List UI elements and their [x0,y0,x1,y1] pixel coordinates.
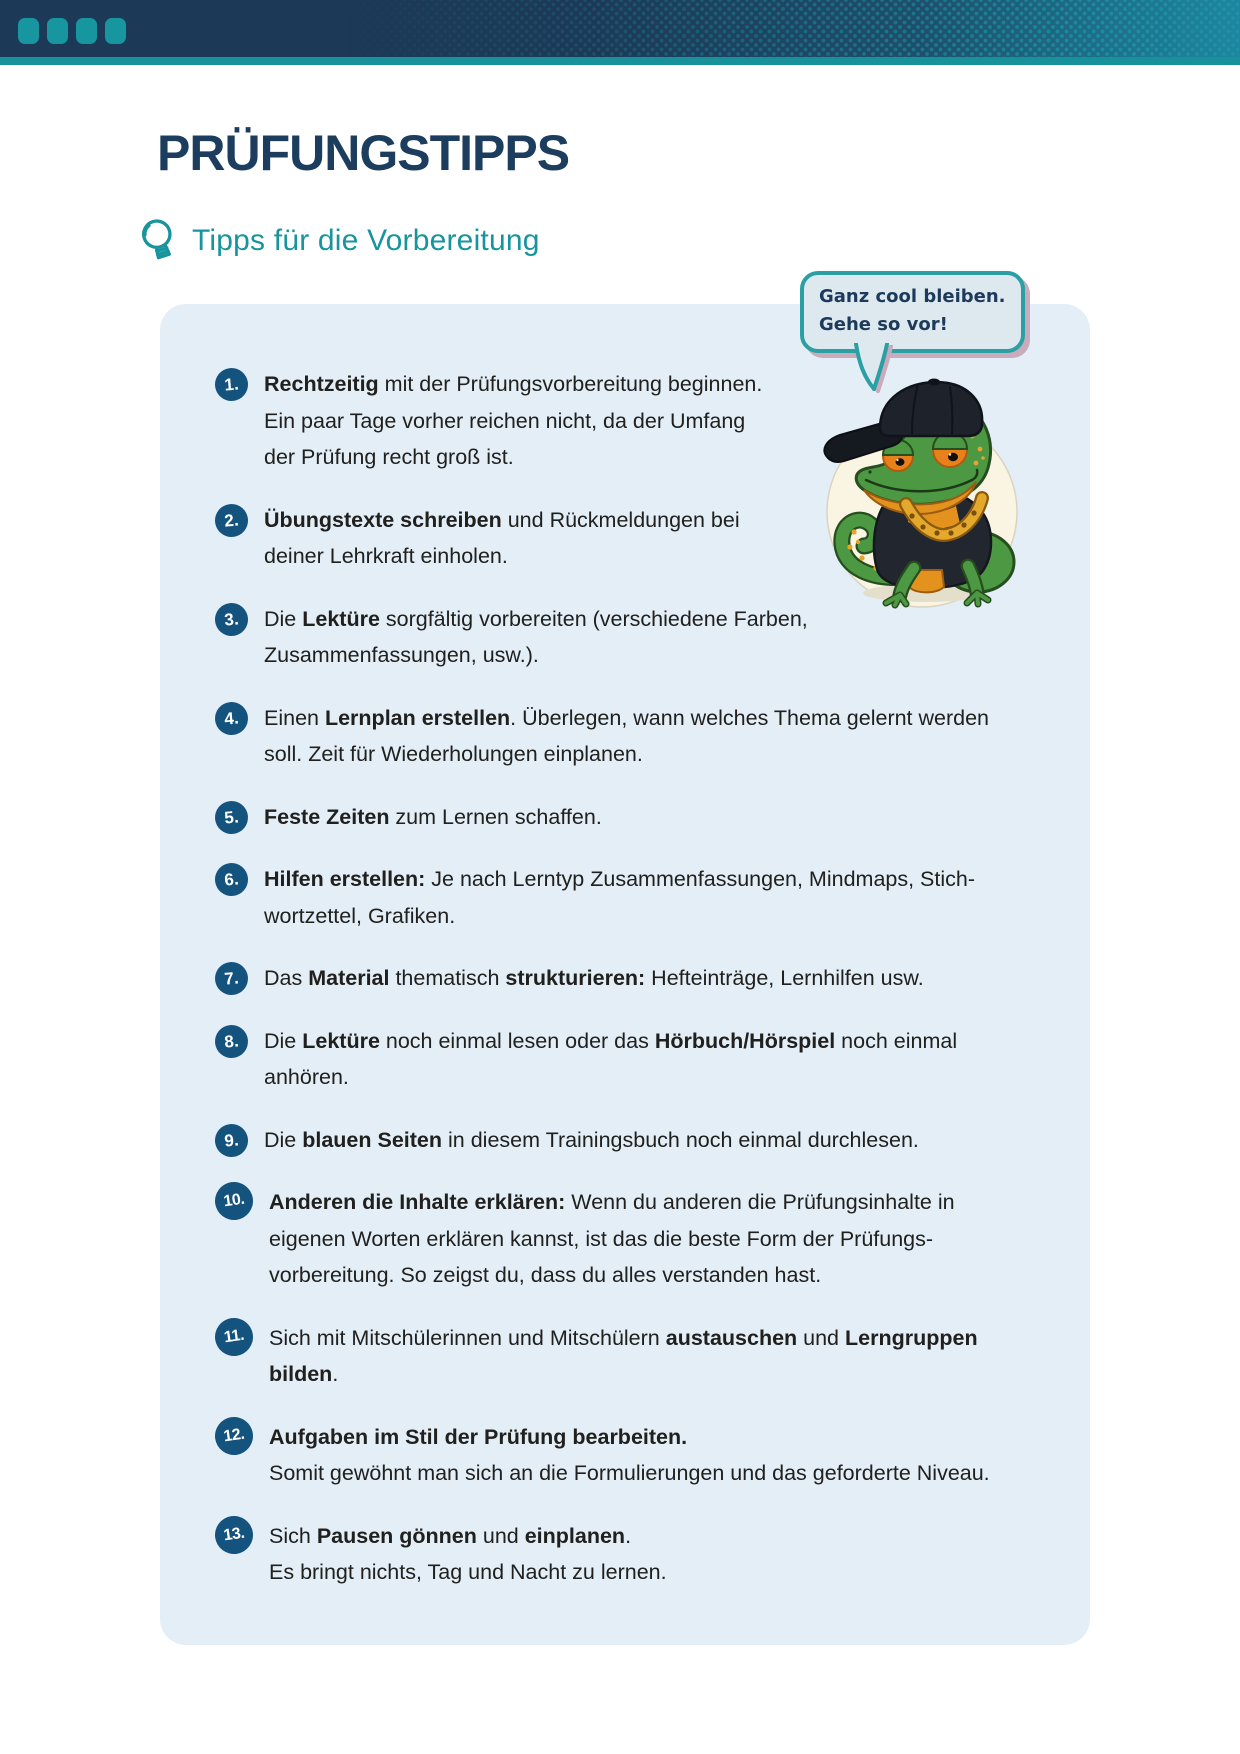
tip-text: Die Lektüre noch einmal lesen oder das Hörbuch/Hörspiel noch einmal anhören. [264,1028,958,1089]
tip-number-badge: 7. [214,961,250,997]
tip-number-badge: 10. [213,1180,256,1223]
tip-number-badge: 13. [213,1513,256,1556]
tip-number-badge: 4. [214,700,250,736]
list-item [215,861,1045,934]
square-icon [18,18,39,44]
list-item [215,1518,1045,1591]
tip-text: Das Material thematisch strukturieren: Hefteinträge, Lernhilfen usw. [264,966,924,990]
tip-number-badge: 9. [214,1122,250,1158]
list-item [215,799,1045,836]
topbar [0,0,1240,57]
tip-number-badge: 2. [214,502,250,538]
tip-number-badge: 11. [213,1315,256,1358]
tip-text: Die blauen Seiten in diesem Trainingsbuch noch einmal durchlesen. [264,1127,919,1152]
tip-number-badge: 6. [214,862,250,898]
section-heading [139,214,540,268]
square-icon [105,18,126,44]
list-item [215,1419,1045,1492]
list-item [215,1122,1045,1159]
tip-text: Sich Pausen gönnen und einplanen. Es bringt nichts, Tag und Nacht zu lernen. [269,1523,667,1584]
tip-text: Hilfen erstellen: Je nach Lerntyp Zusammenfassungen, Mindmaps, Stich- wortzettel, Grafiken. [264,867,976,928]
tip-text: Einen Lernplan erstellen. Überlegen, wann welches Thema gelernt werden soll. Zeit für Wiederholungen einplanen. [264,705,990,766]
tip-text: Übungstexte schreiben und Rückmeldungen bei deiner Lehrkraft einholen. [264,507,740,568]
topbar-squares [18,18,126,44]
teal-stripe [0,57,1240,65]
tip-text: Aufgaben im Stil der Prüfung bearbeiten. Somit gewöhnt man sich an die Formulierungen und das geforderte Niveau. [269,1424,990,1485]
tip-text: Sich mit Mitschülerinnen und Mitschülern austauschen und Lerngruppen bilden. [269,1325,978,1386]
section-title: Tipps für die Vorbereitung [192,224,540,257]
list-item [215,1023,1045,1096]
tip-number-badge: 1. [214,367,250,403]
tip-number-badge: 3. [214,601,250,637]
square-icon [47,18,68,44]
speech-bubble [800,271,1025,353]
list-item [215,700,1045,773]
tip-text: Feste Zeiten zum Lernen schaffen. [264,804,602,829]
halftone-pattern [0,0,1240,57]
speech-bubble-line: Gehe so vor! [819,314,948,335]
speech-bubble-tail [848,343,898,395]
tip-text: Anderen die Inhalte erklären: Wenn du anderen die Prüfungsinhalte in eigenen Worten erklären kannst, ist das die beste Form der Prüfungs- vorbereitung. So zeigst du, dass du alles verstanden hast. [269,1190,955,1287]
list-item [215,1320,1045,1393]
list-item [215,1184,1045,1294]
square-icon [76,18,97,44]
speech-bubble-line: Ganz cool bleiben. [819,286,1006,307]
tip-text: Rechtzeitig mit der Prüfungsvorbereitung beginnen. Ein paar Tage vorher reichen nicht, da der Umfang der Prüfung recht groß ist. [264,372,763,469]
tip-text: Die Lektüre sorgfältig vorbereiten (verschiedene Farben, Zusammenfassungen, usw.). [264,606,808,667]
tip-number-badge: 8. [214,1023,250,1059]
tip-number-badge: 12. [213,1414,256,1457]
chameleon-mascot-illustration [810,372,1035,617]
list-item [215,960,1045,997]
tip-number-badge: 5. [214,799,250,835]
lightbulb-icon [139,214,179,268]
page-title: PRÜFUNGSTIPPS [157,125,570,181]
